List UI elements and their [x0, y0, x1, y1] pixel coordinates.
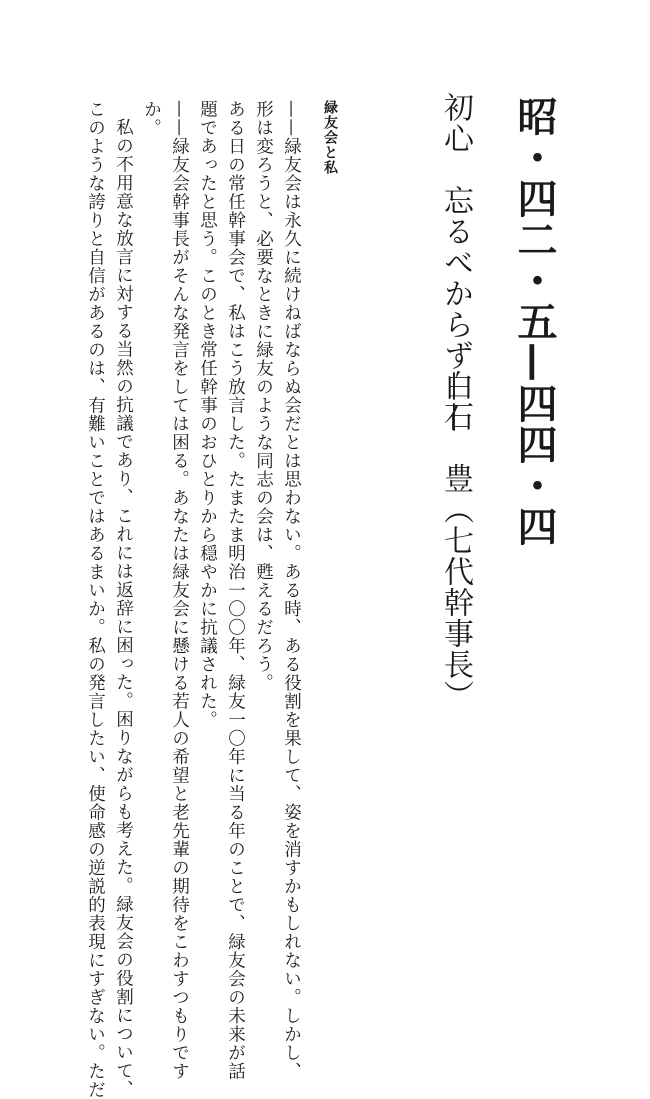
chapter-title: 昭・四二・五—四四・四 [511, 96, 558, 547]
body-line: ある日の常任幹事会で、私はこう放言した。たまたま明治一〇〇年、緑友一〇年に当る年のことで、緑友会の未来が話 [225, 100, 246, 1081]
chapter-subtitle: 初心 忘るべからず—— [438, 92, 473, 433]
body-line: このような誇りと自信があるのは、有難いことではあるまいか。私の発言したい、使命感の逆説的表現にすぎない。ただ [85, 100, 106, 1099]
body-line: 私の不用意な放言に対する当然の抗議であり、これには返辞に困った。困りながらも考えた。緑友会の役割について、 [113, 118, 134, 1099]
body-line: ——緑友会幹事長がそんな発言をしては困る。あなたは緑友会に懸ける若人の希望と老先輩の期待をこわすつもりです [169, 100, 190, 1081]
author-credit: 白石 豊（七代幹事長） [438, 370, 473, 711]
body-line: 題であったと思う。このとき常任幹事のおひとりから穏やかに抗議された。 [197, 100, 218, 729]
body-line: ——緑友会は永久に続けねばならぬ会だとは思わない。ある時、ある役割を果して、姿を消すかもしれない。しかし、 [281, 100, 302, 1081]
body-line: か。 [141, 100, 162, 137]
body-line: 形は変ろうと、必要なときに緑友のような同志の会は、甦えるだろう。 [253, 100, 274, 692]
section-title: 緑友会と私 [322, 100, 338, 175]
